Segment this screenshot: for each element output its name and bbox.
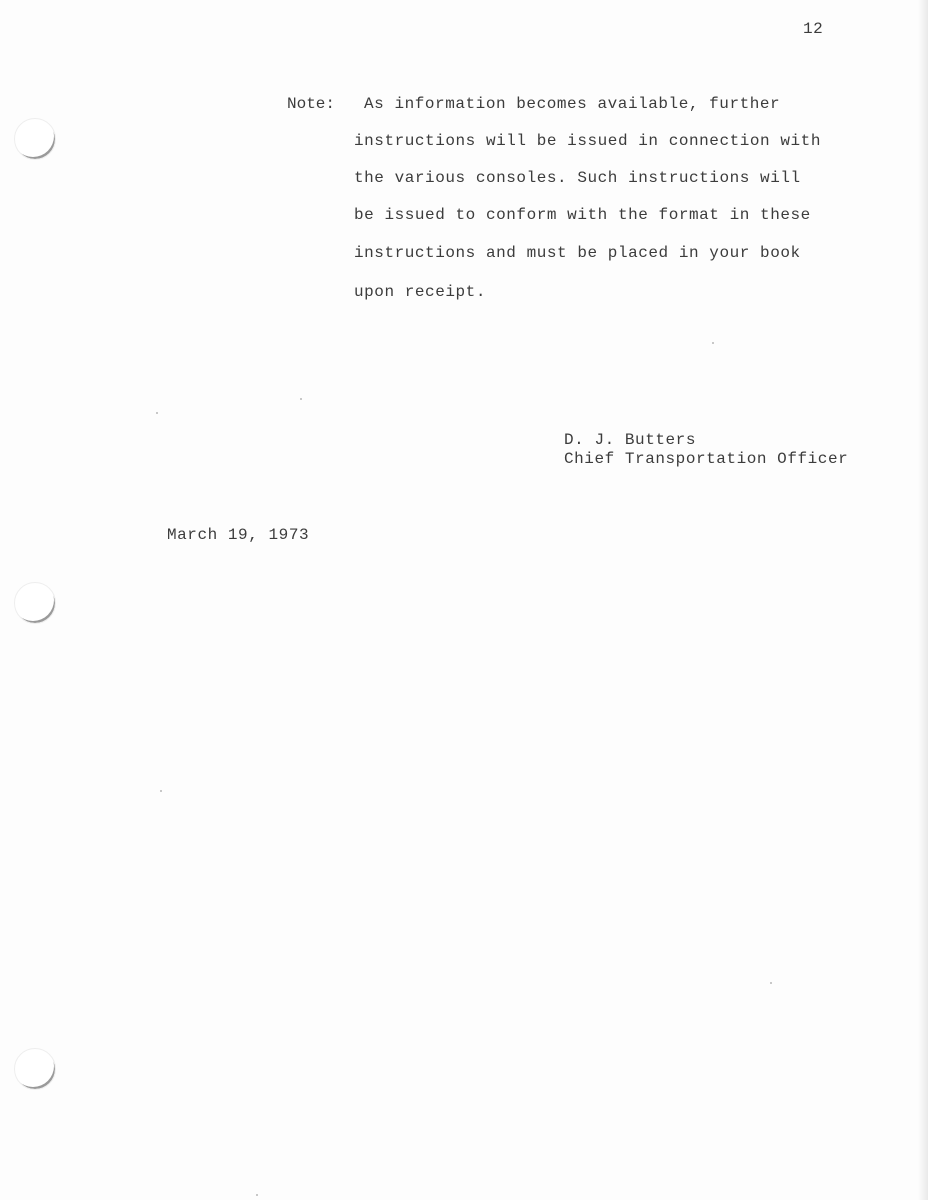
signature-title: Chief Transportation Officer [564, 450, 849, 468]
punch-hole-icon [14, 118, 56, 160]
note-line: the various consoles. Such instructions will [354, 169, 801, 187]
signature-name: D. J. Butters [564, 431, 696, 449]
paper-speckle [156, 412, 158, 414]
page-number: 12 [803, 20, 824, 38]
note-line: instructions and must be placed in your book [354, 244, 801, 262]
note-line: be issued to conform with the format in these [354, 206, 811, 224]
note-label: Note: [287, 95, 336, 113]
document-date: March 19, 1973 [167, 526, 310, 544]
paper-speckle [256, 1194, 258, 1196]
punch-hole-icon [14, 582, 56, 624]
note-line: instructions will be issued in connection with [354, 132, 821, 150]
note-line: upon receipt. [354, 283, 486, 301]
paper-edge-shadow [918, 0, 928, 1200]
punch-hole-icon [14, 1048, 56, 1090]
paper-speckle [300, 398, 302, 400]
note-line: As information becomes available, further [364, 95, 781, 113]
paper-speckle [712, 342, 714, 344]
paper-speckle [160, 790, 162, 792]
paper-speckle [770, 982, 772, 984]
